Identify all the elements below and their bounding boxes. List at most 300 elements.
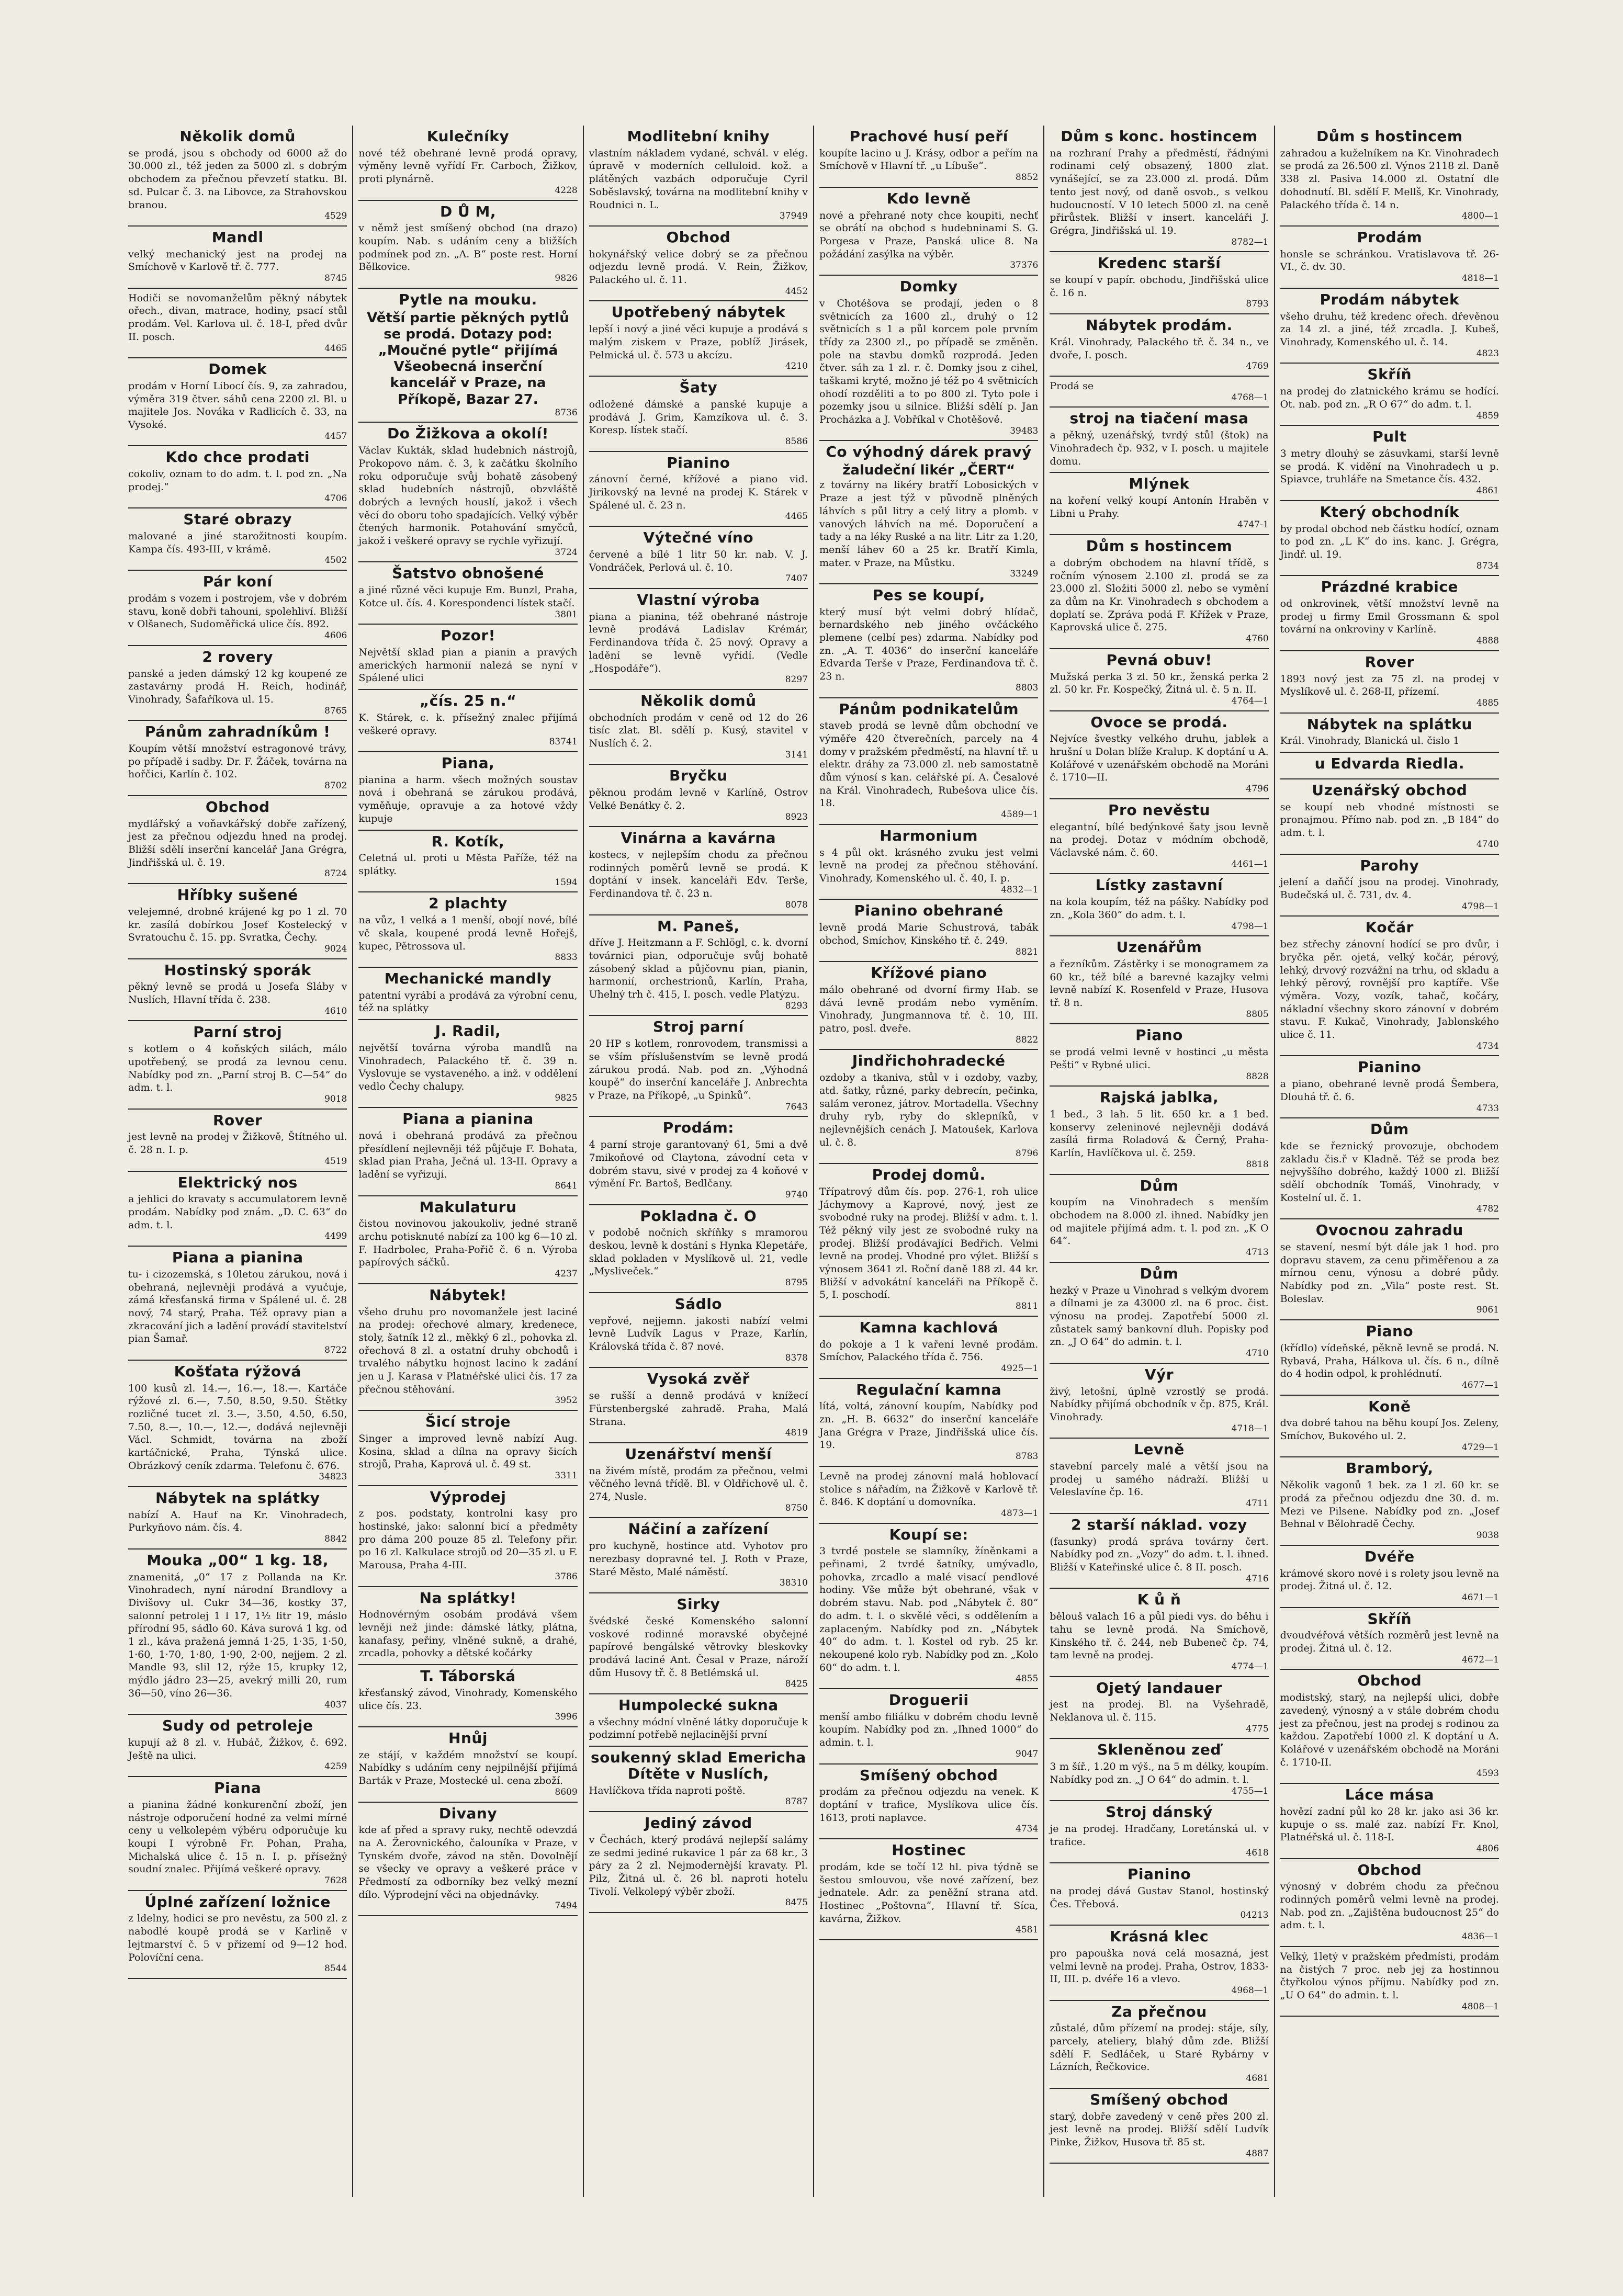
classified-column <box>353 126 583 2197</box>
classified-ad <box>589 915 808 1016</box>
classified-ad <box>128 1361 347 1487</box>
ad-reference-number: 8734 <box>1476 560 1499 571</box>
classified-ad <box>128 884 347 959</box>
classified-ad <box>819 1839 1038 1940</box>
ad-body: v podobě nočních skříňky s mramorou deskou, levně k dostání s Hynka Klepetáře, sklad pokladen v Myslíkově ul. 21, vedle „Mysliveček.“ <box>589 1227 808 1277</box>
ad-body: se prodá velmi levně v hostinci „u města Pešti“ v Rybné ulici. <box>1050 1046 1269 1071</box>
ad-reference-number: 8609 <box>555 1786 578 1797</box>
ad-headline: Pianino <box>1127 1865 1191 1883</box>
ad-body: největší továrna výroba mandlů na Vinohradech, Palackého tř. č. 39 n. Vyslovuje se vystaveného. a inž. v oddělení vedlo Čechy chalupy. <box>358 1042 578 1092</box>
classified-ad <box>128 1021 347 1109</box>
classified-ad <box>1050 1863 1268 1926</box>
ad-reference-number: 4519 <box>324 1156 347 1167</box>
ad-headline: Výr <box>1144 1365 1174 1383</box>
ad-body: Levně na prodej zánovní malá hoblovací stolice s nářadím, na Žižkově v Karlově tř. č. 846. K doptání u domovníka. <box>819 1470 1039 1508</box>
classified-ad <box>128 1549 347 1715</box>
ad-reference-number: 8297 <box>785 674 808 685</box>
ad-reference-number: 4925—1 <box>1001 1363 1039 1374</box>
classified-ad <box>1280 1859 1499 1947</box>
ad-body: prodám za přečnou odjezdu na venek. K doptání v trafice, Myslíkova ulice čís. 1613, proti naplavce. <box>819 1786 1039 1824</box>
classified-ad <box>1280 227 1499 289</box>
ad-headline: Obchod <box>205 798 270 816</box>
ad-body: zůstalé, dům přízemí na prodej: stáje, síly, parcely, ateliery, blahý dům zde. Bližší sdělí F. Sedláček, u Staré Rybárny v Lázních, Řečkovice. <box>1050 2022 1269 2073</box>
classified-ad <box>1050 377 1268 408</box>
classified-ad <box>128 446 347 508</box>
classified-ad <box>128 508 347 571</box>
ad-reference-number: 4740 <box>1476 839 1499 850</box>
ad-headline: Kredenc starší <box>1097 254 1221 272</box>
classified-ad <box>358 690 577 752</box>
ad-reference-number: 8821 <box>1016 946 1039 957</box>
ad-body: nové též obehrané levně prodá opravy, výměny levně vyřídí Fr. Carboch, Žižkov, proti plynárně. <box>358 147 578 185</box>
ad-reference-number: 4836—1 <box>1461 1931 1499 1942</box>
ad-body: nové a přehrané noty chce koupiti, nechť se obrátí na obchod s hudebninami S. G. Porgesa v Praze, Panská ulice 8. Na požádání zasýlka na výběr. <box>819 209 1039 260</box>
ad-body: jest levně na prodej v Žižkově, Štítného ul. č. 28 n. I. p. <box>128 1131 347 1156</box>
ad-reference-number: 9038 <box>1476 1530 1499 1541</box>
classified-ad <box>358 831 577 893</box>
classified-ad <box>1050 1364 1268 1439</box>
ad-headline: 2 rovery <box>202 648 273 665</box>
ad-headline: Kočár <box>1365 919 1414 936</box>
classified-ad <box>358 1108 577 1196</box>
ad-reference-number: 8783 <box>1016 1451 1039 1462</box>
classified-ad <box>1280 1320 1499 1396</box>
ad-headline: Levně <box>1134 1441 1185 1458</box>
classified-ad <box>1050 1926 1268 2001</box>
ad-headline: Do Žižkova a okolí! <box>387 425 549 443</box>
classified-ad <box>1280 1947 1499 2017</box>
ad-headline: Droguerii <box>888 1691 969 1709</box>
classified-ad <box>358 892 577 968</box>
ad-display-text: žaludeční likér „ČERT“ <box>842 462 1016 479</box>
ad-headline: Pianino <box>667 454 730 471</box>
ad-reference-number: 04213 <box>1240 1910 1269 1921</box>
ad-headline: Jediný závod <box>644 1814 752 1832</box>
ad-headline: Co výhodný dárek pravý <box>826 443 1032 461</box>
ad-reference-number: 4681 <box>1246 2073 1269 2084</box>
ad-body: který musí být velmi dobrý hlídač, bernardského neb jiného ovčáckého plemene (celbí pes) zdarma. Nabídky pod zn. „A. T. 4036“ do inserční kanceláře Edvarda Terše v Praze, Ferdinandova tř. č. 23 n. <box>819 606 1039 683</box>
classified-ad <box>1280 576 1499 651</box>
ad-headline: Kdo levně <box>886 189 971 207</box>
classified-ad <box>1050 1024 1268 1087</box>
ad-headline: Pytle na mouku. <box>399 290 537 308</box>
classified-ad <box>589 1016 808 1117</box>
ad-reference-number: 4711 <box>1246 1498 1269 1509</box>
ad-headline: Dům <box>1140 1264 1179 1282</box>
classified-column <box>1044 126 1275 2197</box>
ad-headline: Parohy <box>1360 856 1419 874</box>
classified-ad <box>589 1694 808 1747</box>
ad-headline: D Ů M, <box>440 202 496 220</box>
classified-ad <box>589 301 808 377</box>
ad-headline: Nábytek na splátky <box>155 1489 320 1507</box>
ad-body: na živém místě, prodám za přečnou, velmi věčného levná třídě. Bl. v Oldřichově ul. č. 274, Nusle. <box>589 1465 808 1503</box>
ad-reference-number: 8702 <box>324 781 347 791</box>
ad-headline: Rover <box>1365 653 1414 671</box>
ad-reference-number: 4764—1 <box>1231 695 1269 706</box>
classified-ad <box>358 1727 577 1803</box>
ad-reference-number: 8586 <box>785 436 808 447</box>
ad-body: kde se řeznický provozuje, obchodem zakladu čis.ř v Kladně. Též se proda bez nejvyššího dobrého, každý 1000 zl. Bližší sdělí obchodník Tomáš, Vinohrady, v Kostelní ul. č. 1. <box>1280 1140 1499 1204</box>
classified-ad <box>1050 1439 1268 1514</box>
ad-headline: Šicí stroje <box>425 1413 511 1431</box>
classified-ad <box>1280 1219 1499 1320</box>
ad-body: na vůz, 1 velká a 1 menší, obojí nové, bílé vč skala, koupené prodá levně Hořejš, kupec, Pětrossova ul. <box>358 914 578 952</box>
ad-reference-number: 4861 <box>1476 485 1499 496</box>
ad-body: Singer a improved levně nabízí Aug. Kosina, sklad a dílna na opravy šicích strojů, Praha, Kaprová ul. č. 49 st. <box>358 1432 578 1471</box>
ad-body: a jiné různé věci kupuje Em. Bunzl, Praha, Kotce ul. čís. 4. Korespondenci lístek stačí. <box>358 584 578 609</box>
ad-reference-number: 4729—1 <box>1461 1442 1499 1453</box>
ad-headline: Modlitební knihy <box>627 128 770 145</box>
ad-body: v němž jest smíšený obchod (na drazo) koupím. Nab. s udáním ceny a bližších podmínek pod zn. „A. B“ poste rest. Horní Bělkovice. <box>358 222 578 273</box>
classified-ad <box>128 571 347 646</box>
ad-reference-number: 4710 <box>1246 1348 1269 1359</box>
ad-body: prodám v Horní Libocí čís. 9, za zahradou, výměra 319 čtver. sáhů cena 2200 zl. Bl. u majitele Jos. Nováka v Radlicích č. 33, na Vysoké. <box>128 380 347 431</box>
classified-ad <box>819 584 1038 698</box>
ad-headline: Stroj dánský <box>1106 1803 1213 1821</box>
ad-reference-number: 4823 <box>1476 348 1499 359</box>
ad-body: se koupí v papír. obchodu, Jindřišská ulice č. 16 n. <box>1050 274 1269 299</box>
ad-body: malované a jiné starožitnosti koupím. Kampa čís. 493-III, v krámě. <box>128 530 347 555</box>
classified-ad <box>1050 473 1268 535</box>
ad-headline: Skleněnou zeď <box>1097 1741 1221 1759</box>
classified-ad <box>128 126 347 227</box>
ad-headline: Mouka „00“ 1 kg. 18, <box>146 1551 329 1569</box>
ad-reference-number: 4716 <box>1246 1573 1269 1584</box>
ad-reference-number: 8803 <box>1016 682 1039 693</box>
classified-ad <box>128 1777 347 1891</box>
ad-headline: Piana, <box>441 754 495 772</box>
ad-headline: Pozor! <box>441 627 495 644</box>
ad-headline: Upotřebený nábytek <box>611 303 785 321</box>
ad-reference-number: 4775 <box>1246 1723 1269 1734</box>
classified-ad <box>1050 1589 1268 1677</box>
classified-ad <box>589 1117 808 1205</box>
classified-ad <box>128 646 347 721</box>
ad-headline: Skříň <box>1367 366 1412 383</box>
ad-body: velký mechanický jest na prodej na Smíchově v Karlově tř. č. 777. <box>128 248 347 273</box>
ad-body: z továrny na likéry bratří Lobosických v Praze a jest týž v původně plněných láhvích s půl litry a celý litry a plomb. v vanových láhvích na mé. Doporučení a tady a na léky Ruské a na litr. Litr za 1.20, menší láhev 60 a 25 kr. Bratří Kimla, mater. v Praze, na Můstku. <box>819 479 1039 569</box>
ad-body: hezký v Praze u Vinohrad s velkým dvorem a dílnami je za 43000 zl. na 6 proc. čist. výnosu na prodej. Zapotřebí 5000 zl. zůstatek samý bankovní dluh. Popisky pod zn. „J O 64“ do admin. t. l. <box>1050 1284 1269 1348</box>
classified-ad <box>589 765 808 827</box>
ad-headline: Uzenářský obchod <box>1312 781 1468 799</box>
classified-ad <box>1280 1056 1499 1118</box>
ad-reference-number: 3952 <box>555 1395 578 1406</box>
ad-body: kostecs, v nejlepším chodu za přečnou rodinných poměrů levně se prodá. K doptání v insek. kanceláři Edv. Terše, Ferdinandova tř. č. 23 n. <box>589 849 808 900</box>
ad-headline: Hostinec <box>892 1841 966 1859</box>
ad-headline: Pes se koupí, <box>872 586 985 604</box>
classified-ad <box>589 1205 808 1293</box>
ad-body: Nejvíce švestky velkého druhu, jablek a hrušní u Dolan blíže Kralup. K doptání u A. Kolářové v uzenářském obchodě na Moráni č. 1710—II. <box>1050 733 1269 784</box>
classified-ad <box>819 441 1038 584</box>
ad-body: cokoliv, oznam to do adm. t. l. pod zn. „Na prodej.“ <box>128 468 347 493</box>
ad-headline: Pár koní <box>202 573 273 591</box>
ad-headline: Staré obrazy <box>183 511 292 528</box>
ad-reference-number: 8833 <box>555 952 578 963</box>
ad-body: a dobrým obchodem na hlavní třídě, s ročním výnosem 2.100 zl. prodá se za 23.000 zl. Složiti 5000 zl. nebo se vymění za dům na Kr. Vinohradech s obchodem a doplatí se. Zpráva podá F. Křížek v Praze, Kaprovská ulice č. 275. <box>1050 557 1269 634</box>
ad-headline: Dům s hostincem <box>1086 537 1233 555</box>
classified-ad <box>128 796 347 884</box>
ad-reference-number: 3786 <box>555 1571 578 1582</box>
ad-headline: Kulečníky <box>426 128 510 145</box>
ad-body: Václav Kukták, sklad hudebních nástrojů, Prokopovo nám. č. 3, k začátku školního roku odporučuje svůj bohatě zásobený sklad hudebních nástrojů, obzvláště dobrých a levných houslí, jakož i všech věcí do oboru toho spadajících. Velký výběr čtených harmonik. Potahování smyčců, jakož i veškeré opravy se rychle vyřizují. <box>358 445 578 547</box>
ad-headline: Několik domů <box>640 692 757 709</box>
ad-reference-number: 8795 <box>785 1277 808 1288</box>
classified-ad <box>1280 1670 1499 1784</box>
ad-body: bez střechy zánovní hodící se pro dvůr, i bryčka pěr. ojetá, velký kočár, pérový, lehký, drvový rozvážní na trhu, od skladu a lehký pěrový, rovnější pro kaptíře. Vše výměra. Vozy, vozík, tahač, kočáry, nákladní všechny skoro zánovní v dobrém stavu. F. Kukač, Vinohrady, Jablonského ulice č. 11. <box>1280 938 1499 1040</box>
ad-reference-number: 39483 <box>1010 425 1039 436</box>
ad-headline: Prodám <box>1357 228 1423 246</box>
ad-headline: u Edvarda Riedla. <box>1314 755 1464 773</box>
classified-ad <box>1280 753 1499 779</box>
classified-ad <box>589 1293 808 1368</box>
classified-ad <box>1050 1087 1268 1174</box>
ad-headline: Pro nevěstu <box>1108 801 1210 819</box>
ad-reference-number: 4873—1 <box>1001 1508 1039 1519</box>
ad-reference-number: 7407 <box>785 573 808 584</box>
ad-reference-number: 8923 <box>785 811 808 822</box>
ad-body: a pianina žádné konkurenční zboží, jen nástroje odporučení hodné za velmi mírné ceny u velkolepém výběru odporučuje ku koupi I výrobně Fr. Pohan, Praha, Michalská ulice č. 15 n. I. p. přísežný soudní znalec. Přijímá veškeré opravy. <box>128 1799 347 1875</box>
ad-reference-number: 4457 <box>324 431 347 442</box>
ad-headline: Který obchodník <box>1320 503 1460 521</box>
classified-ad <box>358 1284 577 1411</box>
ad-reference-number: 4671—1 <box>1461 1592 1499 1603</box>
classified-ad <box>1280 1784 1499 1859</box>
ad-reference-number: 9024 <box>324 943 347 954</box>
ad-reference-number: 9018 <box>324 1094 347 1104</box>
ad-body: Celetná ul. proti u Města Paříže, též na splátky. <box>358 852 578 877</box>
ad-body: Hodiči se novomanželům pěkný nábytek ořech., divan, matrace, hodiny, psací stůl prodám. Vel. Karlova ul. č. 18-I, před dvůr II. posch. <box>128 292 347 343</box>
ad-reference-number: 3996 <box>555 1712 578 1723</box>
ad-headline: Obchod <box>1357 1861 1422 1879</box>
ad-headline: Obchod <box>666 228 731 246</box>
classified-ad <box>589 589 808 690</box>
ad-headline: Výtečné víno <box>643 529 754 547</box>
ad-headline: Krásná klec <box>1110 1928 1209 1946</box>
classified-ad <box>128 1487 347 1549</box>
ad-reference-number: 8736 <box>555 407 578 418</box>
ad-reference-number: 9826 <box>555 273 578 284</box>
ad-headline: J. Radil, <box>435 1022 501 1040</box>
classified-ad <box>1050 408 1268 473</box>
ad-body: s 4 půl okt. krásného zvuku jest velmi levně na prodej za přečnou stěhování. Vinohrady, Komenského ul. č. 40, I. p. <box>819 846 1039 885</box>
ad-body: na prodej dává Gustav Stanol, hostinský Čes. Třebová. <box>1050 1885 1269 1910</box>
classified-ad <box>1280 917 1499 1056</box>
ad-body: a pěkný, uzenářský, tvrdý stůl (štok) na Vinohradech čp. 932, v I. posch. u majitele domu. <box>1050 429 1269 467</box>
ad-body: čistou novinovou jakoukoliv, jedné straně archu potisknuté nabízí za 100 kg 6—10 zl. F. Hadrbolec, Praha-Pořič č. 6 n. Výroba papírových sáčků. <box>358 1218 578 1269</box>
ad-body: patentní vyrábí a prodává za výrobní cenu, též na splátky <box>358 989 578 1014</box>
ad-body: starý, dobře zavedený v ceně přes 200 zl. jest levně na prodej. Bližší sdělí Ludvík Pinke, Žižkov, Husova tř. 85 st. <box>1050 2110 1269 2148</box>
ad-reference-number: 8078 <box>785 899 808 910</box>
classified-ad <box>358 1020 577 1108</box>
classified-ad <box>819 126 1038 188</box>
classified-ad <box>128 1110 347 1172</box>
classified-ad <box>1280 855 1499 917</box>
ad-body: od onkrovinek, větší množství levně na prodej u firmy Emil Grossmann & spol tovární na onkroviny v Karlíně. <box>1280 598 1499 636</box>
ad-headline: Domek <box>208 360 267 378</box>
ad-headline: Pokladna č. O <box>640 1207 757 1225</box>
ad-body: menší ambo filiálku v dobrém chodu levně koupím. Nabídky pod zn. „Ihned 1000“ do admin. t. l. <box>819 1711 1039 1749</box>
ad-reference-number: 4461—1 <box>1231 858 1269 869</box>
ad-headline: Ovoce se prodá. <box>1090 713 1228 731</box>
ad-reference-number: 4774—1 <box>1231 1661 1269 1672</box>
ad-body: 3 metry dlouhý se zásuvkami, starší levně se prodá. K vidění na Vinohradech u p. Spiavce, truhláře na Smetance čís. 432. <box>1280 447 1499 485</box>
ad-headline: Smíšený obchod <box>859 1766 998 1784</box>
ad-body: pianina a harm. všech možných soustav nová i obehraná se zárukou prodává, vyměňuje, opravuje a za hotové vždy kupuje <box>358 774 578 824</box>
ad-headline: Dům <box>1140 1177 1179 1194</box>
ad-body: (křídlo) vídeňské, pěkně levně se prodá. N. Rybavá, Praha, Hálkova ul. čís. 6 n., dílně do 4 hodin odpol, k prohlédnutí. <box>1280 1342 1499 1380</box>
classified-column <box>1275 126 1504 2197</box>
ad-reference-number: 8425 <box>785 1679 808 1690</box>
ad-body: jelení a daňčí jsou na prodej. Vinohrady, Budečská ul. č. 731, dv. 4. <box>1280 876 1499 901</box>
ad-reference-number: 4465 <box>324 343 347 354</box>
ad-reference-number: 4589—1 <box>1001 809 1039 820</box>
ad-body: živý, letošní, úplně vzrostlý se prodá. Nabídky přijímá obchodník v čp. 875, Král. Vinohrady. <box>1050 1385 1269 1423</box>
ad-body: dříve J. Heitzmann a F. Schlögl, c. k. dvorní továrnici pian, odporučuje svůj bohatě zásobený sklad a půjčovnu pian, pianin, harmonií, orchestrionů, Karlín, Praha, Uhelný trh č. 415, I. posch. vedle Platýzu. <box>589 937 808 1001</box>
ad-body: pěkný levně se prodá u Josefa Sláby v Nuslích, Hlavní třída č. 238. <box>128 981 347 1006</box>
ad-headline: Nábytek prodám. <box>1086 316 1233 334</box>
ad-reference-number: 33249 <box>1010 569 1039 580</box>
ad-reference-number: 4618 <box>1246 1848 1269 1859</box>
ad-body: Král. Vinohrady, Blanická ul. čislo 1 <box>1280 735 1460 747</box>
ad-headline: K ů ň <box>1137 1591 1181 1609</box>
ad-headline: Divany <box>438 1804 498 1822</box>
classified-ad <box>819 698 1038 825</box>
ad-body: hovězí zadní půl ko 28 kr. jako asi 36 kr. kupuje o ss. malé zaz. nabízí Fr. Knol, Platnéřská ul. č. 118-I. <box>1280 1805 1499 1843</box>
ad-headline: Stroj parní <box>652 1018 744 1036</box>
classified-ad <box>128 1247 347 1361</box>
ad-reference-number: 7643 <box>785 1101 808 1112</box>
ad-body: na kola koupím, též na pášky. Nabídky pod zn. „Kola 360“ do adm. t. l. <box>1050 896 1269 921</box>
ad-body: modistský, starý, na nejlepší ulici, dobře zavedený, výnosný a v stále dobrém chodu jest za přečnou, jest na prodej s rodinou za každou. Zapotřebí 1000 zl. K doptání u A. Kolářové v uzenářském obchodě na Moráni č. 1710-II. <box>1280 1692 1499 1768</box>
ad-reference-number: 4210 <box>785 361 808 372</box>
classified-ad <box>819 1164 1038 1317</box>
ad-body: a řezníkům. Zástěrky i se monogramem za 60 kr., též bílé a barevné kazajky velmi levně nabízí K. Rosenfeld v Praze, Husova tř. 8 n. <box>1050 958 1269 1009</box>
classified-ad <box>1050 535 1268 649</box>
ad-body: nová i obehraná prodává za přečnou přesídlení nejlevněji též půjčuje F. Bohata, sklad pian Praha, Ječná ul. 13-II. Opravy a ladění se vyřizují. <box>358 1130 578 1181</box>
ad-body: 4 parní stroje garantovaný 61, 5mi a dvě 7mikoňové od Claytona, závodní ceta v dobrém stavu, sivé v prodej za 4 koňové v výmění Fr. Bartoš, Bedlčany. <box>589 1139 808 1190</box>
ad-body: znamenitá, „0“ 17 z Pollanda na Kr. Vinohradech, nyní národní Brandlovy a Divišovy ul. Cukr 34—36, kostky 37, salonní petrolej 1 l 17, 1½ litr 19, máslo přírodní 95, sádlo 60. Káva surová 1 kg. od 1 zl., káva pražená jemná 1·25, 1·35, 1·50, 1·60, 1·70, 1·80, 1·90, 2·00, nejjem. 2 zl. Mandle 93, slil 12, rýže 15, krupky 12, mýdlo jádro 23—25, avekrý milli 20, rum 36—50, víno 26—36. <box>128 1571 347 1699</box>
ad-reference-number: 4832—1 <box>1001 884 1039 895</box>
ad-headline: Šatstvo obnošené <box>392 564 544 582</box>
ad-body: vepřové, nejjemn. jakosti nabízí velmi levně Ludvík Lagus v Praze, Karlín, Královská třída č. 87 nové. <box>589 1315 808 1353</box>
ad-headline: Bryčku <box>669 767 728 785</box>
ad-headline: Elektrický nos <box>177 1173 298 1191</box>
ad-headline: Obchod <box>1357 1672 1422 1690</box>
classified-ad <box>1050 1263 1268 1364</box>
ad-reference-number: 9047 <box>1016 1748 1039 1759</box>
ad-body: prodám s vozem i postrojem, vše v dobrém stavu, koně dobři tahouni, spolehliví. Bližší v Olšanech, Sudoměřická ulice čís. 892. <box>128 592 347 630</box>
ad-reference-number: 4706 <box>324 493 347 504</box>
ad-reference-number: 4888 <box>1476 636 1499 647</box>
ad-reference-number: 8765 <box>324 705 347 716</box>
classified-ad <box>128 1715 347 1777</box>
ad-headline: Za přečnou <box>1111 2003 1207 2020</box>
ad-headline: Makulaturu <box>419 1198 517 1216</box>
ad-headline: Jindřichohradecké <box>852 1052 1006 1070</box>
ad-body: Největší sklad pian a pianin a pravých amerických harmonií nalezá se nyní v Spálené ulici <box>358 647 578 684</box>
ad-reference-number: 4806 <box>1476 1843 1499 1854</box>
ad-reference-number: 4037 <box>324 1699 347 1710</box>
classified-ad <box>358 1587 577 1666</box>
ad-reference-number: 8724 <box>324 868 347 879</box>
ad-reference-number: 8787 <box>785 1796 808 1807</box>
ad-headline: Piana <box>213 1779 262 1797</box>
classified-ad <box>1280 1396 1499 1458</box>
classified-ad <box>1280 1608 1499 1670</box>
classified-ad <box>589 452 808 527</box>
ad-body: 3 tvrdé postele se slamníky, žíněnkami a peřinami, 2 tvrdé šatníky, umývadlo, pohovka, zrcadlo a malé visací pendlové hodiny. Vše může být obehrané, však v dobrém stavu. Nab. pod „Nábytek č. 80“ do adm. t. l. o skvělé věci, s oddělením a zaplaceným. Nabídky pod zn. „Nábytek 40“ do adm. t. l. Kostel od ryb. 25 kr. nekoupené kolo ryb. Nabídky pod zn. „Kolo 60“ do adm. t. l. <box>819 1545 1039 1673</box>
ad-reference-number: 38310 <box>779 1578 808 1589</box>
ad-reference-number: 4677—1 <box>1461 1379 1499 1390</box>
ad-body: jest na prodej. Bl. na Vyšehradě, Neklanova ul. č. 115. <box>1050 1699 1269 1724</box>
ad-body: bělouš valach 16 a půl piedi vys. do běhu i tahu se levně prodá. Na Smíchově, Kinského tř. č. 244, neb Bubeneč čp. 74, tam levně na prodej. <box>1050 1611 1269 1661</box>
ad-body: se rušší a denně prodává v knížecí Fürstenbergské zahradě. Praha, Malá Strana. <box>589 1390 808 1428</box>
ad-reference-number: 8750 <box>785 1502 808 1513</box>
ad-headline: Piana a pianina <box>402 1110 534 1128</box>
ad-reference-number: 37376 <box>1010 260 1039 271</box>
ad-body: se stavení, nesmí být dále jak 1 hod. pro dopravu stavem, za cenu přiměřenou a za mírnou cenu, výnosu a dobré půdy. Nabídky pod zn. „Vila“ poste rest. St. Boleslav. <box>1280 1241 1499 1305</box>
classified-ad <box>1050 874 1268 936</box>
classified-ad <box>1280 501 1499 576</box>
classified-ad <box>358 968 577 1020</box>
ad-body: kupují až 8 zl. v. Hubáč, Žižkov, č. 692. Ještě na ulici. <box>128 1737 347 1761</box>
ad-headline: Piano <box>1366 1322 1414 1340</box>
ad-body: pěknou prodám levně v Karlíně, Ostrov Velké Benátky č. 2. <box>589 787 808 811</box>
classified-ad <box>589 1812 808 1913</box>
ad-headline: Mandl <box>211 228 264 246</box>
ad-headline: T. Táborská <box>420 1667 516 1685</box>
ad-headline: Pevná obuv! <box>1106 651 1212 669</box>
ad-body: 1 bed., 3 lah. 5 lit. 650 kr. a 1 bed. konservy zeleninové nejlevněji dodává zasílá firma Roladová & Černý, Praha-Karlín, Havlíčkova ul. č. 259. <box>1050 1109 1269 1159</box>
classified-ad <box>589 1443 808 1519</box>
ad-reference-number: 4747-1 <box>1237 519 1269 530</box>
ad-headline: Uzenářství menší <box>625 1445 772 1463</box>
classified-ad <box>1050 1801 1268 1863</box>
classified-ad <box>589 690 808 765</box>
classified-ad <box>358 289 577 423</box>
ad-body: 20 HP s kotlem, ronrovodem, transmissi a se vším příslušenstvím se levně prodá zárukou prodá. Nab. pod zn. „Výhodná koupě“ do inserční kanceláře J. Anbrechta v Praze, na Příkopě, „u Spinků“. <box>589 1038 808 1101</box>
ad-body: pro papouška nová celá mosazná, jest velmi levně na prodej. Praha, Ostrov, 1833-II, III. p. dvéře 16 a vlevo. <box>1050 1947 1269 1985</box>
ad-headline: Nábytek! <box>429 1286 507 1304</box>
ad-body: všeho druhu, též kredenc ořech. dřevěnou za 14 zl. a jiné, též zrcadla. J. Kubeš, Vinohrady, Komenského ul. č. 14. <box>1280 310 1499 348</box>
ad-body: a jehlici do kravaty s accumulatorem levně prodám. Nabídky pod znám. „D. C. 63“ do adm. t. l. <box>128 1193 347 1231</box>
ad-reference-number: 4593 <box>1476 1768 1499 1779</box>
classified-ad <box>1280 779 1499 855</box>
ad-body: pro kuchyně, hostince atd. Vyhotov pro nerezbasy dopravné tel. J. Roth v Praze, Staré Město, Malé náměstí. <box>589 1540 808 1578</box>
ad-body: na prodej do zlatnického krámu se hodící. Ot. nab. pod zn. „R O 67“ do adm. t. l. <box>1280 386 1499 410</box>
ad-body: 1893 nový jest za 75 zl. na prodej v Myslíkově ul. č. 268-II, přízemí. <box>1280 673 1499 698</box>
ad-headline: Hostinský sporák <box>164 961 311 979</box>
ad-headline: Koupí se: <box>889 1525 968 1543</box>
ad-headline: R. Kotík, <box>431 832 505 850</box>
ad-headline: Lístky zastavní <box>1095 876 1223 894</box>
ad-reference-number: 4610 <box>324 1005 347 1016</box>
ad-reference-number: 1594 <box>555 877 578 888</box>
ad-headline: Sirky <box>677 1596 720 1613</box>
ad-headline: Dvéře <box>1364 1547 1415 1565</box>
ad-reference-number: 8793 <box>1246 299 1269 310</box>
classified-column <box>584 126 814 2197</box>
classified-ad <box>128 358 347 446</box>
ad-reference-number: 8293 <box>785 1000 808 1011</box>
ad-headline: Kdo chce prodati <box>165 448 310 466</box>
ad-reference-number: 9740 <box>785 1189 808 1200</box>
ad-reference-number: 4760 <box>1246 634 1269 644</box>
classified-ad <box>589 126 808 227</box>
ad-headline: Uzenářům <box>1116 938 1202 956</box>
newspaper-page <box>123 126 1504 2197</box>
